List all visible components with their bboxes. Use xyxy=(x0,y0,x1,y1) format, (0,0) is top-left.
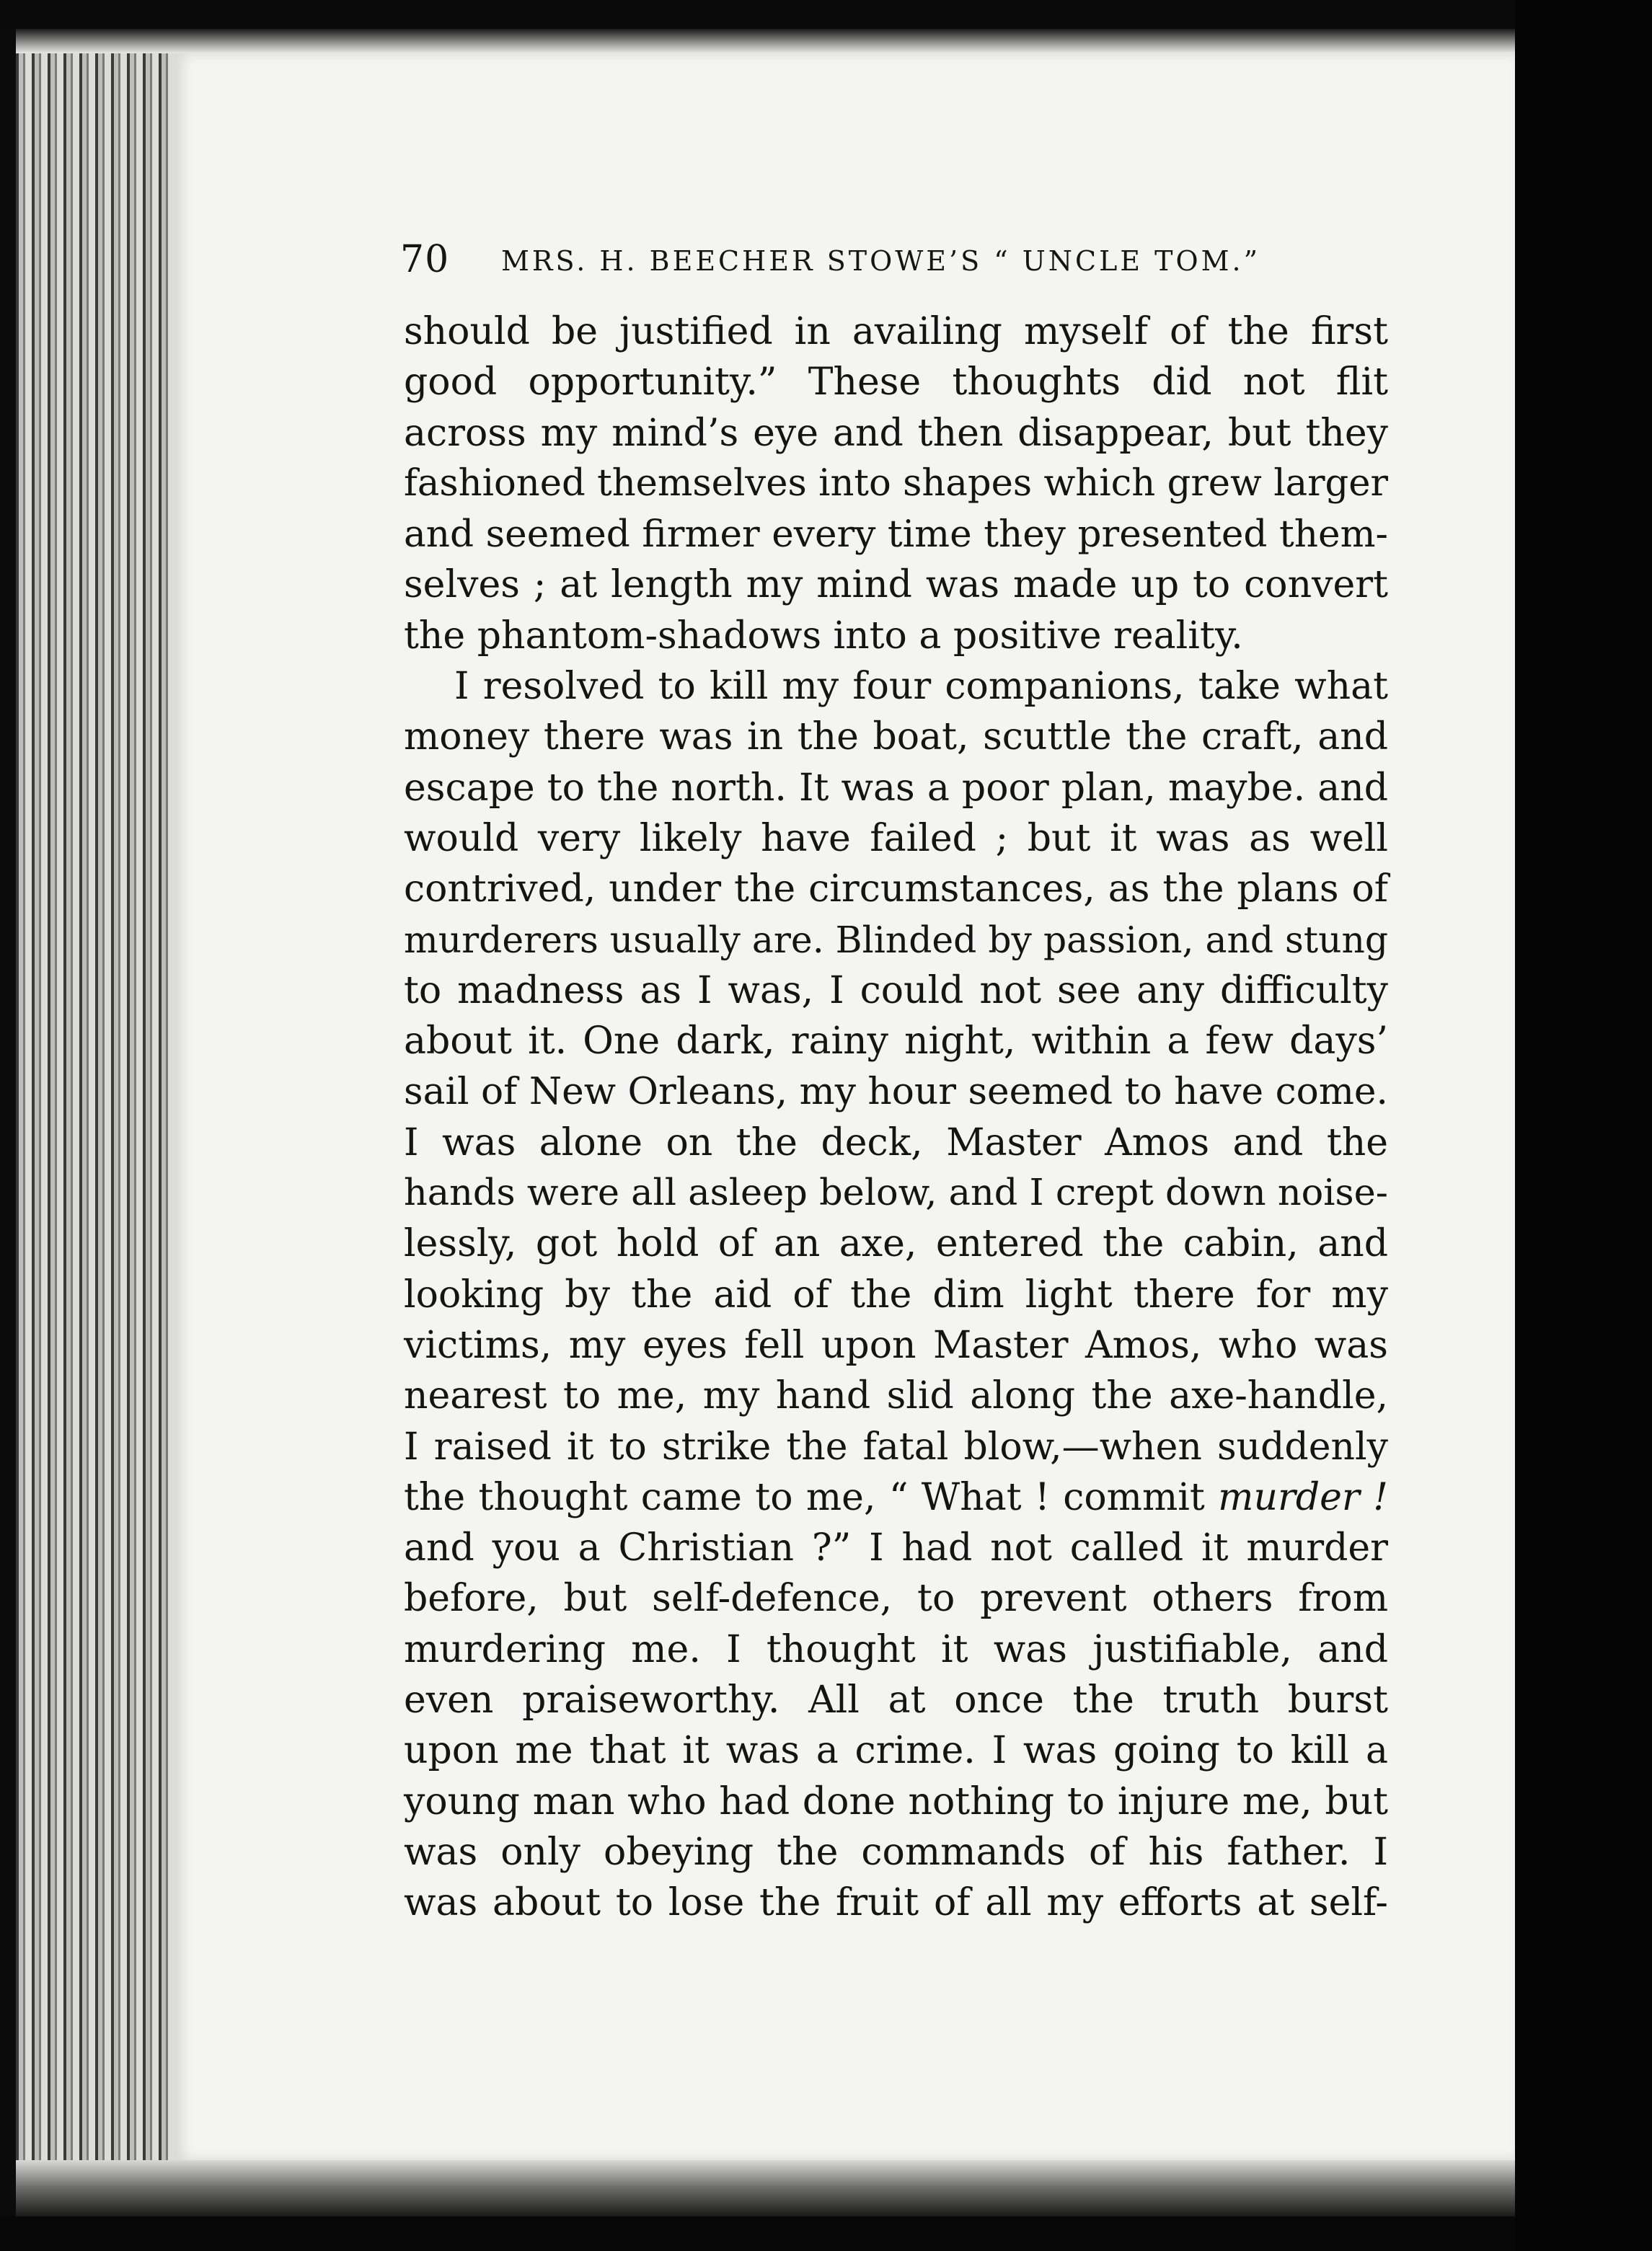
text-line: victims, my eyes fell upon Master Amos, who was xyxy=(404,1323,1388,1367)
italic-emphasis: murder ! xyxy=(1218,1475,1389,1519)
text-line: fashioned themselves into shapes which grew larger xyxy=(404,461,1388,505)
page-edges xyxy=(16,29,175,2216)
top-page-edge xyxy=(16,29,1516,53)
text-line: murderers usually are. Blinded by passion, and stung xyxy=(404,918,1389,961)
bottom-page-edge xyxy=(16,2160,1516,2216)
text-line: was about to lose the fruit of all my efforts at self- xyxy=(404,1881,1388,1925)
text-line: nearest to me, my hand slid along the axe-handle, xyxy=(404,1374,1388,1418)
text-line: young man who had done nothing to injure me, but xyxy=(404,1779,1388,1823)
text-line: lessly, got hold of an axe, entered the cabin, and xyxy=(404,1222,1388,1266)
text-line: even praiseworthy. All at once the truth burst xyxy=(404,1679,1388,1722)
text-line: was only obeying the commands of his father. I xyxy=(404,1830,1388,1874)
page-header xyxy=(400,238,1323,296)
body-text xyxy=(404,306,1388,1929)
text-line: good opportunity.” These thoughts did not flit xyxy=(404,361,1388,404)
text-line: about it. One dark, rainy night, within a few days’ xyxy=(404,1020,1388,1063)
top-border xyxy=(0,0,1652,29)
text-line: contrived, under the circumstances, as the plans of xyxy=(404,867,1388,911)
left-border xyxy=(0,0,16,2251)
page-number: 70 xyxy=(400,238,450,281)
text-line: the thought came to me, “ What ! commit murder ! xyxy=(404,1475,1389,1519)
text-line: upon me that it was a crime. I was going to kill a xyxy=(404,1729,1388,1773)
paragraph-start-line: I resolved to kill my four companions, take what xyxy=(454,665,1388,709)
text-line: and seemed firmer every time they presented them- xyxy=(404,513,1388,557)
right-border xyxy=(1515,0,1652,2251)
text-line: across my mind’s eye and then disappear, but they xyxy=(404,411,1388,455)
text-line: and you a Christian ?” I had not called it murder xyxy=(404,1526,1388,1570)
text-line: looking by the aid of the dim light there for my xyxy=(404,1273,1388,1317)
text-line: hands were all asleep below, and I crept down noise- xyxy=(404,1172,1388,1215)
text-line: to madness as I was, I could not see any difficulty xyxy=(404,968,1388,1012)
text-line: would very likely have failed ; but it was as well xyxy=(404,816,1388,860)
running-title: MRS. H. BEECHER STOWE’S “ UNCLE TOM.” xyxy=(501,245,1261,277)
bottom-border xyxy=(0,2216,1652,2251)
text-line: escape to the north. It was a poor plan, maybe. and xyxy=(404,766,1388,810)
text-line: I raised it to strike the fatal blow,—when suddenly xyxy=(404,1425,1388,1469)
text-line: I was alone on the deck, Master Amos and the xyxy=(404,1120,1388,1164)
text-line: murdering me. I thought it was justifiable, and xyxy=(404,1627,1388,1671)
text-line: selves ; at length my mind was made up to convert xyxy=(404,563,1388,607)
text-line: sail of New Orleans, my hour seemed to have come. xyxy=(404,1070,1388,1114)
text-line: money there was in the boat, scuttle the craft, and xyxy=(404,715,1388,759)
text-line: the phantom-shadows into a positive reality. xyxy=(404,614,1243,658)
text-line: should be justified in availing myself of the first xyxy=(404,310,1388,353)
text-line: before, but self-defence, to prevent others from xyxy=(404,1577,1388,1621)
